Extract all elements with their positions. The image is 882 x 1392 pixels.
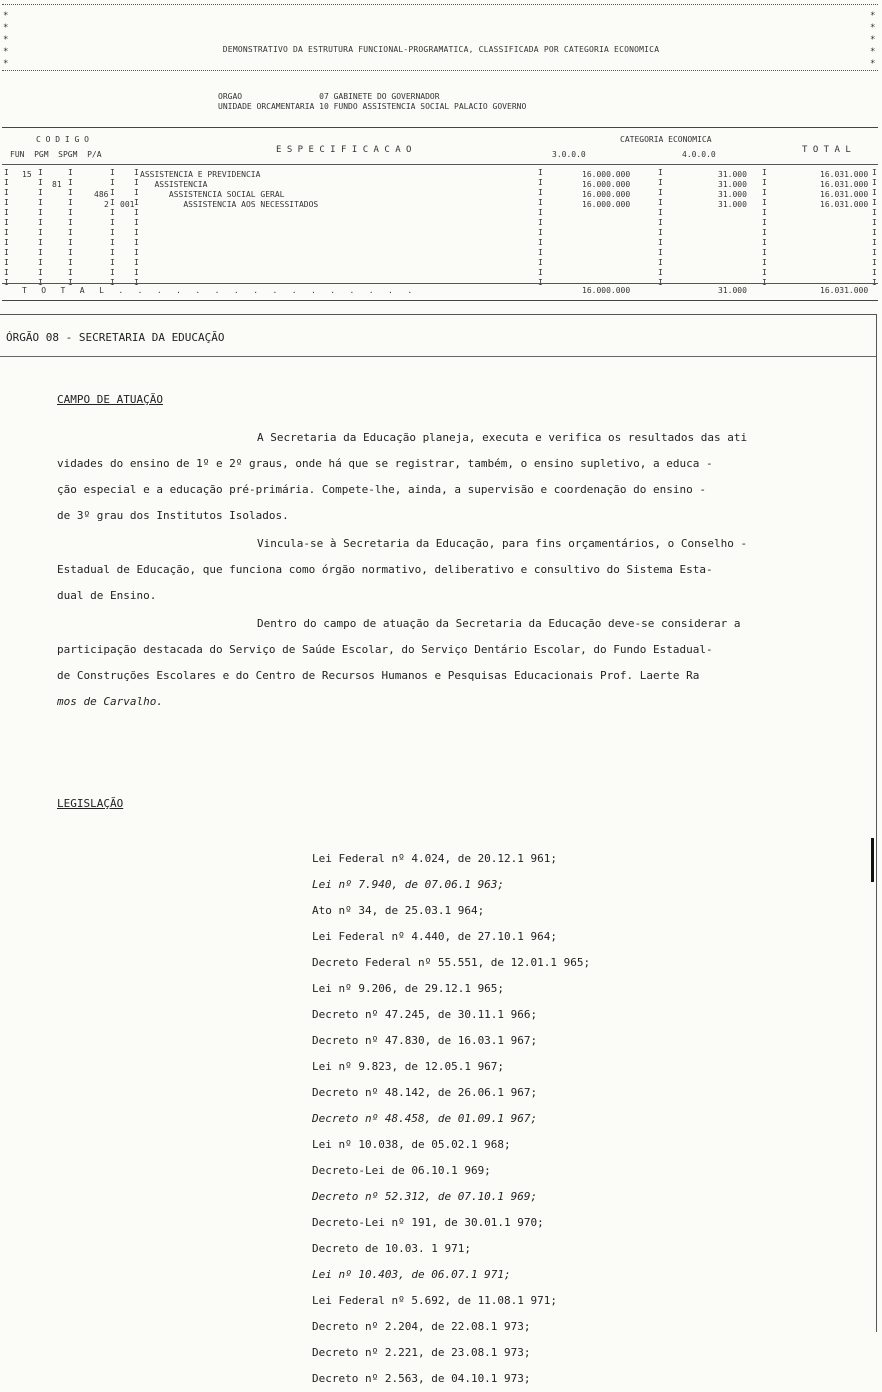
margin-mark	[871, 838, 874, 882]
law-item: Decreto-Lei nº 191, de 30.01.1 970;	[312, 1216, 544, 1229]
col-sep: I I I I I I I I I I I I	[110, 168, 115, 287]
total-rule	[2, 283, 878, 284]
law-item: Ato nº 34, de 25.03.1 964;	[312, 904, 485, 917]
cat2-header: 4.0.0.0	[682, 150, 716, 159]
orgao-heading: ÓRGÃO 08 - SECRETARIA DA EDUCAÇÃO	[6, 331, 225, 344]
law-item: Decreto Federal nº 55.551, de 12.01.1 965;	[312, 956, 591, 969]
unidade-label: UNIDADE ORCAMENTARIA	[218, 102, 315, 111]
para-line: Estadual de Educação, que funciona como órgão normativo, deliberativo e consultivo do Sistema Esta-	[57, 563, 713, 576]
para-line: participação destacada do Serviço de Saúde Escolar, do Serviço Dentário Escolar, do Fundo Estadual-	[57, 643, 713, 656]
total-header: T O T A L	[802, 145, 851, 155]
row-cat1: 16.000.000	[582, 180, 631, 189]
row-spgm: 486	[94, 190, 109, 199]
para-line: vidades do ensino de 1º e 2º graus, onde há que se registrar, também, o ensino supletivo, a educa -	[57, 457, 713, 470]
col-sep: I I I I I I I I I I I I	[538, 168, 543, 287]
budget-table	[2, 127, 878, 301]
total-cat2: 31.000	[718, 286, 747, 295]
codigo-header: C O D I G O	[36, 135, 89, 144]
law-item: Decreto nº 47.830, de 16.03.1 967;	[312, 1034, 538, 1047]
col-sep: I I I I I I I I I I I I	[762, 168, 767, 287]
row-desc: ASSISTENCIA	[140, 180, 208, 189]
cat1-header: 3.0.0.0	[552, 150, 586, 159]
para-line: Dentro do campo de atuação da Secretaria da Educação deve-se considerar a	[257, 617, 741, 630]
law-item: Lei nº 10.403, de 06.07.1 971;	[312, 1268, 511, 1281]
row-cat1: 16.000.000	[582, 200, 631, 209]
row-fun: 15	[22, 170, 32, 179]
law-item: Lei nº 7.940, de 07.06.1 963;	[312, 878, 505, 891]
row-desc: ASSISTENCIA E PREVIDENCIA	[140, 170, 261, 179]
para-line: A Secretaria da Educação planeja, executa e verifica os resultados das ati	[257, 431, 748, 444]
para-line: Vincula-se à Secretaria da Educação, para fins orçamentários, o Conselho -	[257, 537, 748, 550]
right-star-column: * * * * *	[870, 11, 876, 69]
title-border	[2, 68, 878, 73]
header-rule	[2, 164, 878, 165]
row-desc: ASSISTENCIA SOCIAL GERAL	[140, 190, 285, 199]
col-sep: I I I I I I I I I I I I	[4, 168, 9, 287]
para-line: de Construções Escolares e do Centro de Recursos Humanos e Pesquisas Educacionais Prof. Laerte Ra	[57, 669, 700, 682]
law-list	[312, 846, 590, 1392]
total-label: T O T A L . . . . . . . . . . . . . . . .	[22, 286, 413, 295]
paragraph-3	[57, 611, 847, 715]
row-cat1: 16.000.000	[582, 190, 631, 199]
col-sep: I I I I I I I I I I I I	[68, 168, 73, 287]
law-item: Decreto de 10.03. 1 971;	[312, 1242, 471, 1255]
law-item: Decreto nº 2.563, de 04.10.1 973;	[312, 1372, 531, 1385]
law-item: Decreto nº 2.204, de 22.08.1 973;	[312, 1320, 531, 1333]
categoria-header: CATEGORIA ECONOMICA	[620, 135, 712, 144]
total-cat1: 16.000.000	[582, 286, 631, 295]
total-total: 16.031.000	[820, 286, 869, 295]
paragraph-1	[57, 425, 847, 529]
law-item: Lei nº 9.823, de 12.05.1 967;	[312, 1060, 505, 1073]
row-pa: 001	[120, 200, 135, 209]
especificacao-header: E S P E C I F I C A C A O	[276, 145, 412, 155]
row-cat2: 31.000	[718, 170, 747, 179]
codigo-subheader: FUN PGM SPGM P/A	[10, 150, 102, 159]
para-line: dual de Ensino.	[57, 589, 157, 602]
law-item: Lei nº 10.038, de 05.02.1 968;	[312, 1138, 511, 1151]
col-sep: I I I I I I I I I I I I	[872, 168, 877, 287]
legislacao-heading: LEGISLAÇÃO	[57, 797, 124, 810]
orgao-label: ORGAO	[218, 92, 243, 101]
para-line: mos de Carvalho.	[57, 695, 163, 708]
orgao-value: 07 GABINETE DO GOVERNADOR	[319, 92, 440, 101]
top-border	[2, 2, 878, 7]
row-total: 16.031.000	[820, 200, 869, 209]
row-cat2: 31.000	[718, 180, 747, 189]
row-cat1: 16.000.000	[582, 170, 631, 179]
law-item: Lei nº 9.206, de 29.12.1 965;	[312, 982, 505, 995]
col-sep: I I I I I I I I I I I I	[658, 168, 663, 287]
law-item: Decreto nº 48.458, de 01.09.1 967;	[312, 1112, 538, 1125]
orgao-rule	[0, 356, 876, 357]
row-cat2: 31.000	[718, 200, 747, 209]
org-block	[218, 92, 526, 112]
law-item: Decreto nº 2.221, de 23.08.1 973;	[312, 1346, 531, 1359]
row-total: 16.031.000	[820, 170, 869, 179]
row-total: 16.031.000	[820, 180, 869, 189]
para-line: ção especial e a educação pré-primária. Compete-lhe, ainda, a supervisão e coordenação do ensino -	[57, 483, 707, 496]
col-sep: I I I I I I I I I I I I	[134, 168, 139, 287]
row-pgm: 81	[52, 180, 62, 189]
col-sep: I I I I I I I I I I I I	[38, 168, 43, 287]
para-line: de 3º grau dos Institutos Isolados.	[57, 509, 289, 522]
campo-heading: CAMPO DE ATUAÇÃO	[57, 393, 163, 406]
law-item: Lei Federal nº 4.024, de 20.12.1 961;	[312, 852, 558, 865]
row-total: 16.031.000	[820, 190, 869, 199]
law-item: Decreto-Lei de 06.10.1 969;	[312, 1164, 491, 1177]
left-star-column: * * * * *	[3, 11, 9, 69]
row-spgm: 2	[104, 200, 109, 209]
law-item: Decreto nº 48.142, de 26.06.1 967;	[312, 1086, 538, 1099]
report-title: DEMONSTRATIVO DA ESTRUTURA FUNCIONAL-PROGRAMATICA, CLASSIFICADA POR CATEGORIA ECONOMICA	[222, 45, 660, 54]
law-item: Decreto nº 52.312, de 07.10.1 969;	[312, 1190, 538, 1203]
row-cat2: 31.000	[718, 190, 747, 199]
unidade-value: 10 FUNDO ASSISTENCIA SOCIAL PALACIO GOVERNO	[319, 102, 527, 111]
law-item: Lei Federal nº 4.440, de 27.10.1 964;	[312, 930, 558, 943]
paragraph-2	[57, 531, 847, 609]
law-item: Decreto nº 47.245, de 30.11.1 966;	[312, 1008, 538, 1021]
law-item: Lei Federal nº 5.692, de 11.08.1 971;	[312, 1294, 558, 1307]
row-desc: ASSISTENCIA AOS NECESSITADOS	[140, 200, 319, 209]
